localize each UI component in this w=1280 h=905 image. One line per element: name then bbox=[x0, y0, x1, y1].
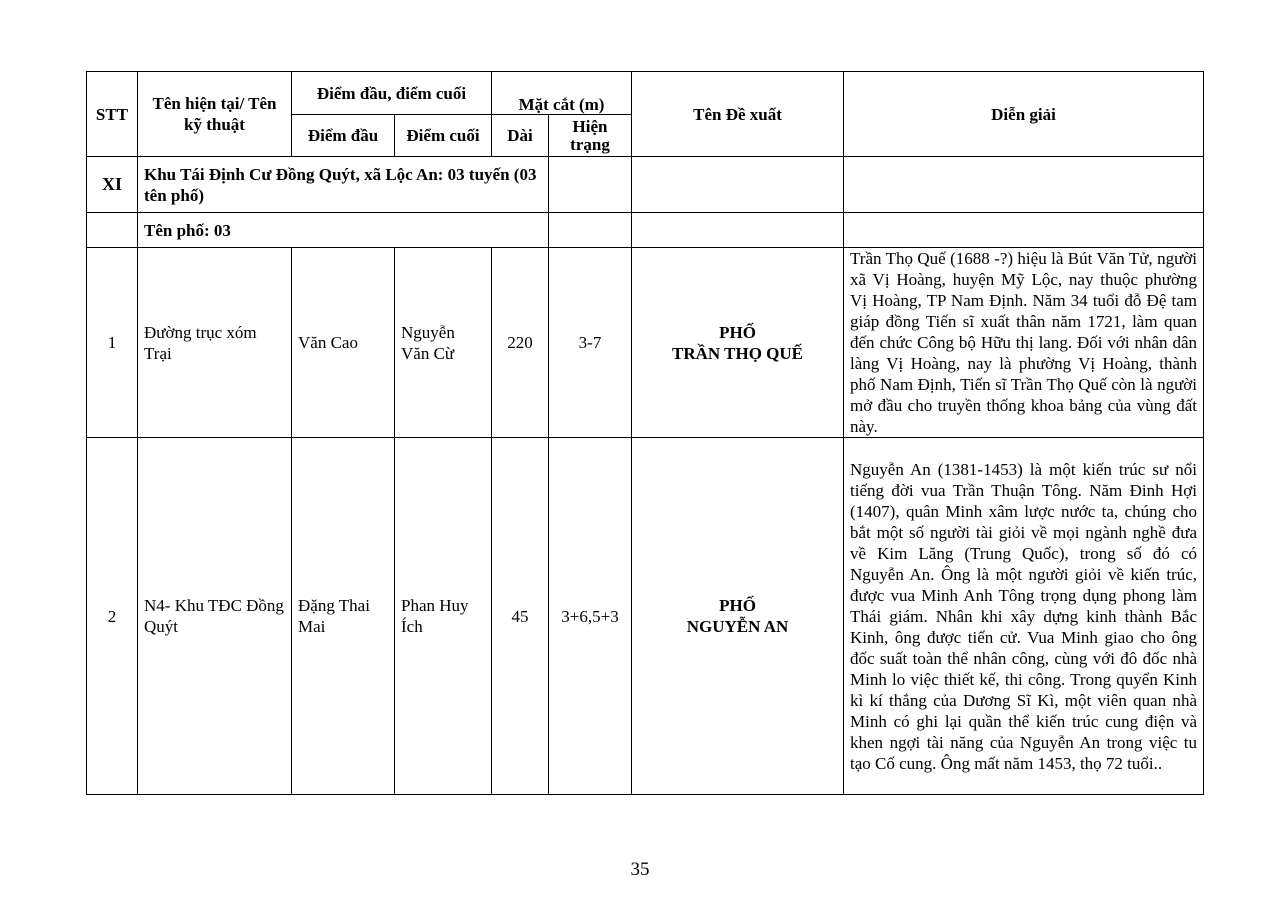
subsection-empty-cell bbox=[632, 213, 844, 248]
proposed-name-main: TRẦN THỌ QUẾ bbox=[672, 343, 804, 363]
row-explanation: Nguyễn An (1381-1453) là một kiến trúc sư nổi tiếng đời vua Trần Thuận Tông. Năm Đinh Hợi (1407), quân Minh xâm lược nước ta, chúng cho bắt một số người tài giỏi về mọi ngành nghề đưa về Kim Lăng (Trung Quốc), trong số đó có Nguyễn An. Ông là một người giỏi về kiến trúc, được vua Minh Anh Tông trọng dụng phong làm Thái giám. Nhân khi xây dựng kinh thành Bắc Kinh, ông được tiến cử. Vua Minh giao cho ông đốc suất toàn thể nhân công, cùng với đô đốc nhà Minh lo việc thiết kế, thi công. Trong quyển Kinh kì kí thắng của Dương Sĩ Kì, một viên quan nhà Minh có ghi lại quần thể kiến trúc cung điện và khen ngợi tài năng của Nguyễn An trong việc tu tạo Cố cung. Ông mất năm 1453, thọ 72 tuổi.. bbox=[844, 438, 1204, 795]
row-stt: 1 bbox=[87, 248, 138, 438]
proposed-name-prefix: PHỐ bbox=[719, 322, 756, 342]
header-explanation: Diễn giải bbox=[844, 72, 1204, 157]
subsection-title: Tên phố: 03 bbox=[138, 213, 549, 248]
header-start-point: Điểm đầu bbox=[292, 115, 395, 157]
header-proposed-name: Tên Đề xuất bbox=[632, 72, 844, 157]
row-length: 45 bbox=[492, 438, 549, 795]
row-stt: 2 bbox=[87, 438, 138, 795]
section-empty-cell bbox=[549, 157, 632, 213]
subsection-empty-cell bbox=[844, 213, 1204, 248]
row-length: 220 bbox=[492, 248, 549, 438]
header-end-point: Điểm cuối bbox=[395, 115, 492, 157]
subsection-empty-cell bbox=[549, 213, 632, 248]
proposed-name-prefix: PHỐ bbox=[719, 596, 756, 615]
section-number: XI bbox=[87, 157, 138, 213]
row-current-state: 3+6,5+3 bbox=[549, 438, 632, 795]
row-start-point: Đặng Thai Mai bbox=[292, 438, 395, 795]
subsection-empty-cell bbox=[87, 213, 138, 248]
row-current-state: 3-7 bbox=[549, 248, 632, 438]
section-empty-cell bbox=[632, 157, 844, 213]
header-current-state: Hiện trạng bbox=[549, 115, 632, 157]
row-proposed-name bbox=[632, 248, 844, 438]
row-current-name: Đường trục xóm Trại bbox=[138, 248, 292, 438]
header-start-end: Điểm đầu, điểm cuối bbox=[292, 72, 492, 115]
row-current-name: N4- Khu TĐC Đồng Quýt bbox=[138, 438, 292, 795]
header-stt: STT bbox=[87, 72, 138, 157]
table-row bbox=[87, 438, 1204, 795]
street-naming-table bbox=[86, 71, 1204, 795]
row-start-point: Văn Cao bbox=[292, 248, 395, 438]
row-end-point: Phan Huy Ích bbox=[395, 438, 492, 795]
proposed-name-main: NGUYỄN AN bbox=[686, 617, 789, 636]
row-end-point: Nguyễn Văn Cừ bbox=[395, 248, 492, 438]
header-cross-section: Mặt cắt (m) bbox=[492, 72, 632, 115]
row-explanation: Trần Thọ Quế (1688 -?) hiệu là Bút Văn Tử, người xã Vị Hoàng, huyện Mỹ Lộc, nay thuộc phường Vị Hoàng, TP Nam Định. Năm 34 tuổi đỗ Đệ tam giáp đồng Tiến sĩ xuất thân năm 1721, làm quan đến chức Công bộ Hữu thị lang. Đối với nhân dân làng Vị Hoàng, nay là phường Vị Hoàng, thành phố Nam Định, Tiến sĩ Trần Thọ Quế còn là người mở đầu cho truyền thống khoa bảng của vùng đất này. bbox=[844, 248, 1204, 438]
header-length: Dài bbox=[492, 115, 549, 157]
page-number: 35 bbox=[630, 859, 650, 880]
table-row bbox=[87, 248, 1204, 438]
section-empty-cell bbox=[844, 157, 1204, 213]
header-current-name: Tên hiện tại/ Tên kỹ thuật bbox=[138, 72, 292, 157]
section-title: Khu Tái Định Cư Đồng Quýt, xã Lộc An: 03 tuyến (03 tên phố) bbox=[138, 157, 549, 213]
row-proposed-name bbox=[632, 438, 844, 795]
